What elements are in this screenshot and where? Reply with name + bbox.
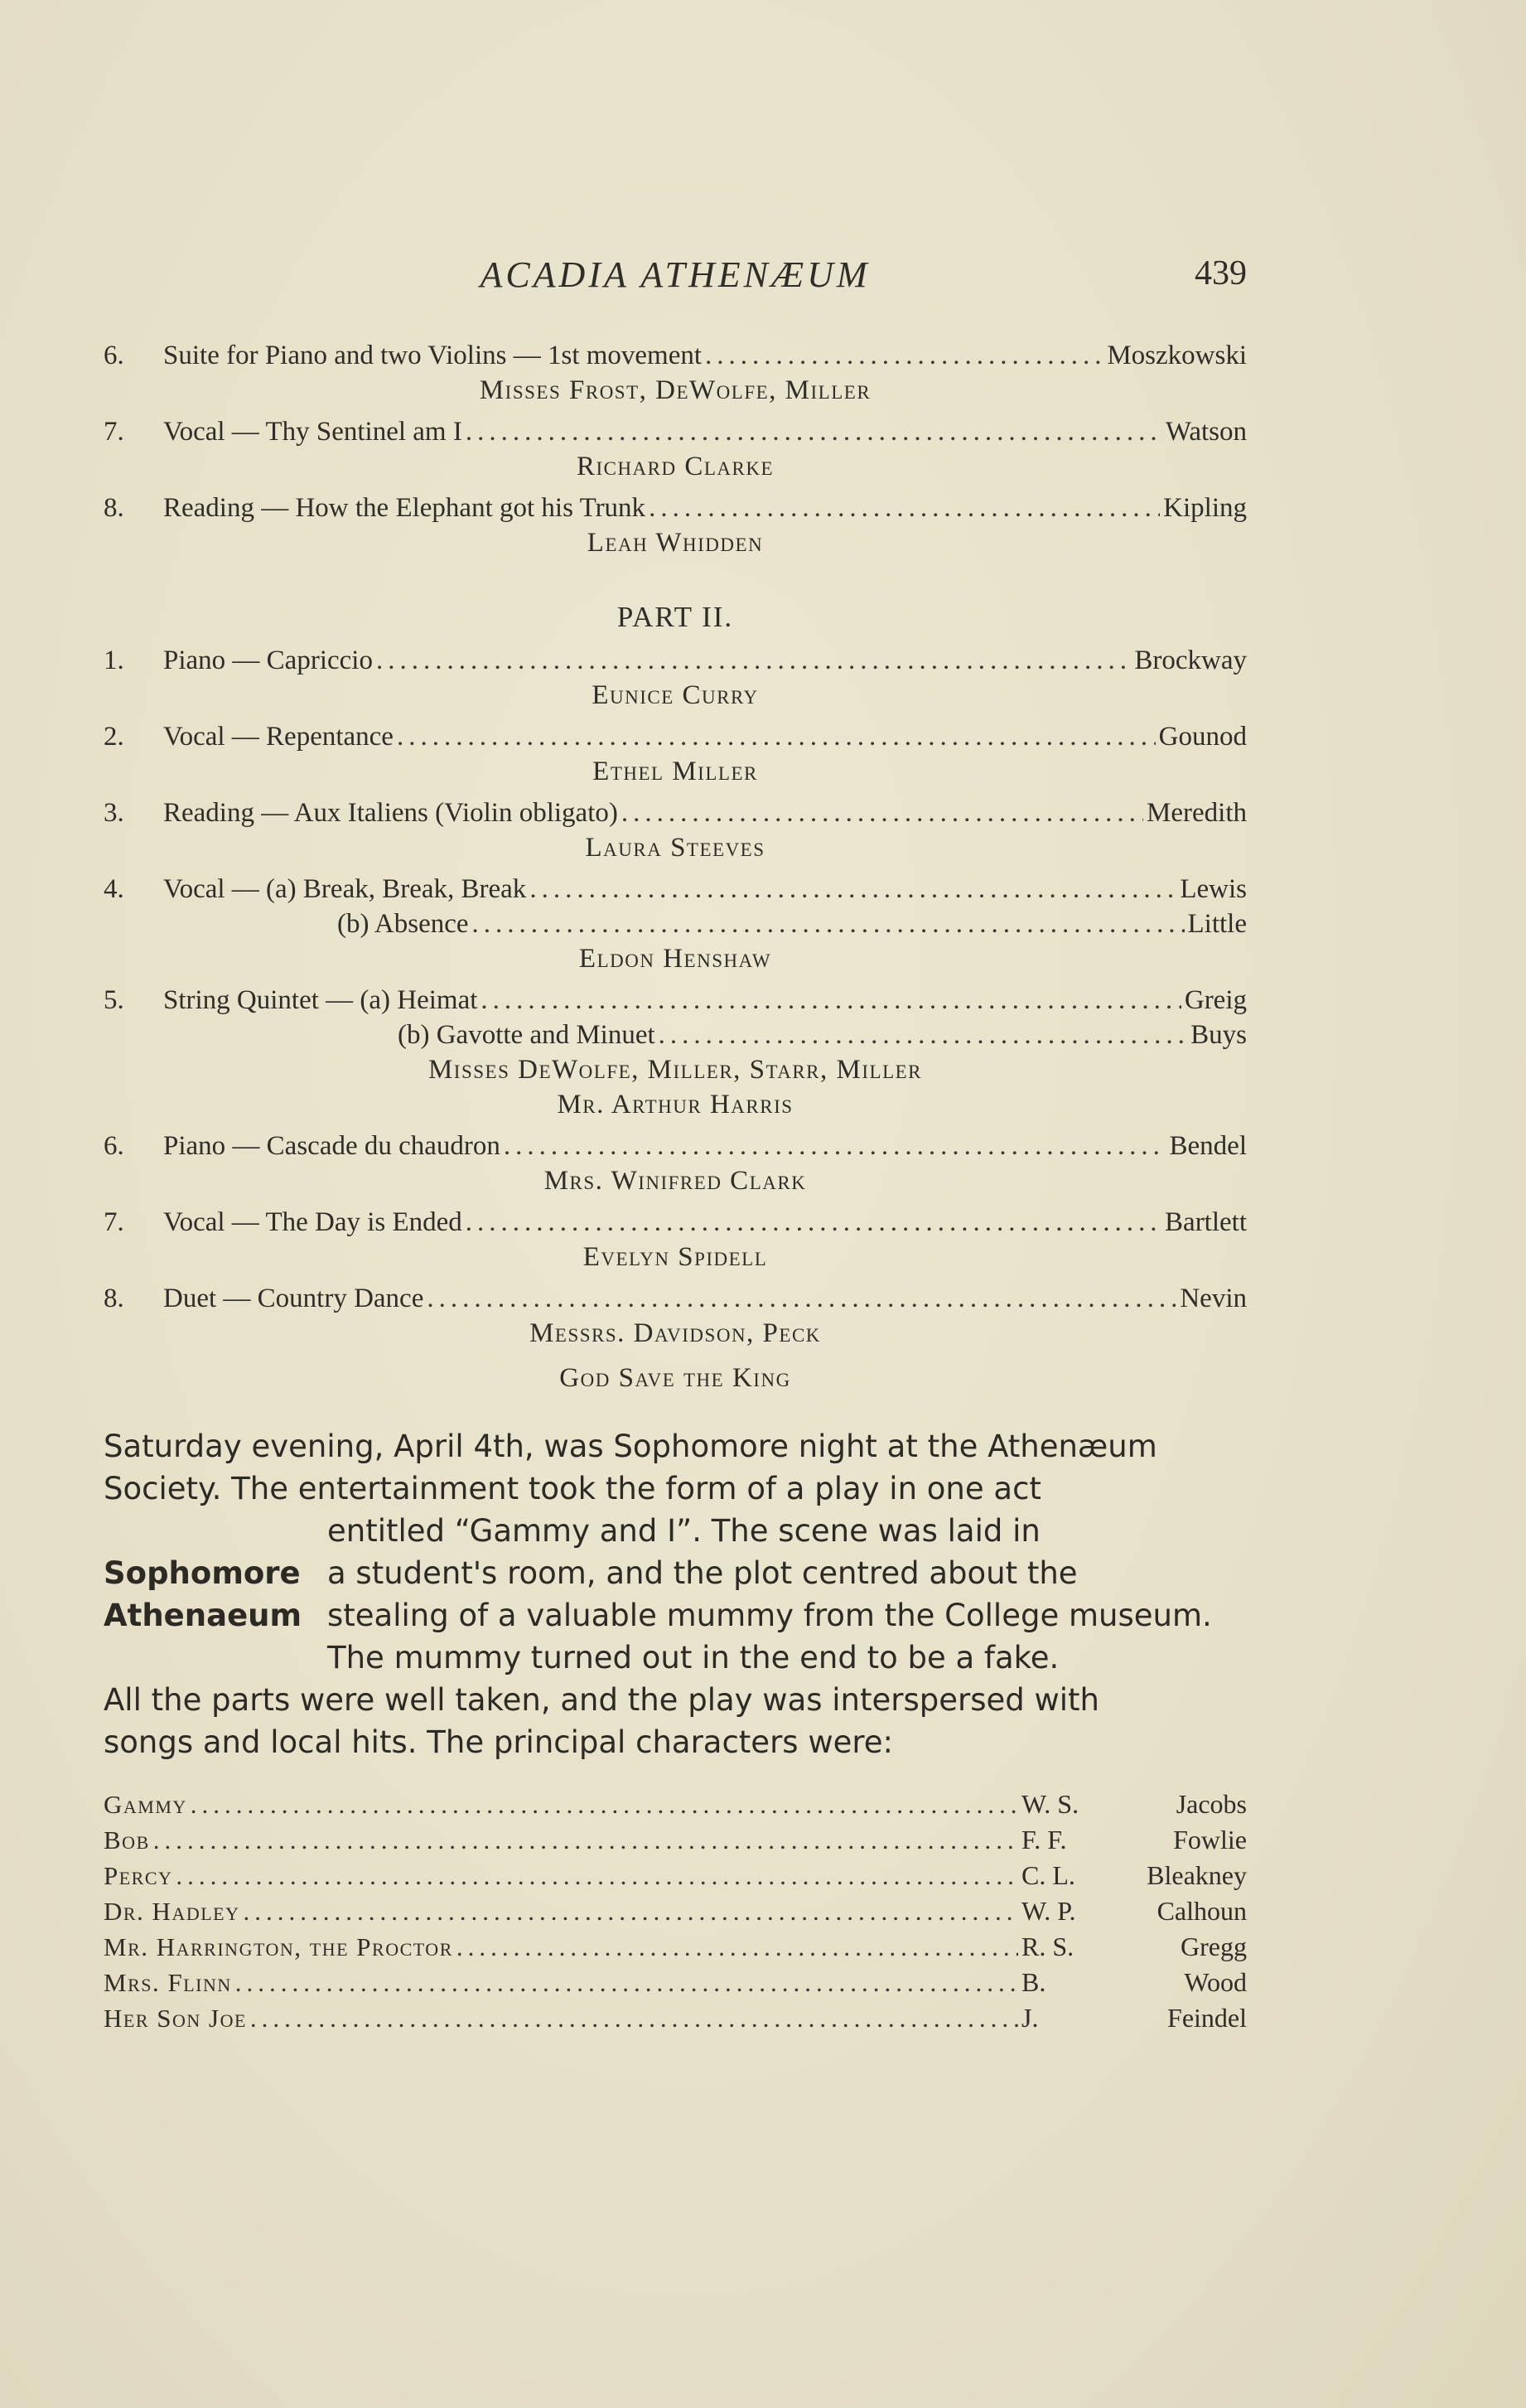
item-piece: Reading — Aux Italiens (Violin obligato) bbox=[163, 798, 618, 828]
program-item bbox=[104, 983, 1247, 1122]
dot-leader bbox=[466, 1205, 1161, 1240]
cast-role: Mr. Harrington, the Proctor bbox=[104, 1932, 453, 1961]
item-performer: Eunice Curry bbox=[592, 680, 759, 710]
dot-leader bbox=[480, 983, 1181, 1018]
item-composer: Moszkowski bbox=[1107, 341, 1247, 370]
cast-list bbox=[104, 1787, 1247, 2036]
item-performer-2: Mr. Arthur Harris bbox=[557, 1090, 794, 1119]
item-composer: Greig bbox=[1184, 985, 1247, 1015]
program-item bbox=[104, 719, 1247, 789]
page-number: 439 bbox=[1195, 254, 1247, 293]
dot-leader bbox=[621, 795, 1143, 830]
item-number: 8. bbox=[104, 1284, 124, 1313]
dot-leader bbox=[153, 1823, 1018, 1858]
side-heading-line-2: Athenaeum bbox=[104, 1598, 302, 1633]
item-performer: Eldon Henshaw bbox=[578, 944, 772, 974]
item-number: 6. bbox=[104, 341, 124, 370]
item-composer: Gounod bbox=[1158, 722, 1247, 752]
item-performer: Misses Frost, DeWolfe, Miller bbox=[479, 375, 872, 405]
cast-initials: W. S. bbox=[1021, 1789, 1079, 1819]
dot-leader bbox=[705, 338, 1103, 373]
dot-leader bbox=[529, 872, 1176, 907]
item-piece: Piano — Cascade du chaudron bbox=[163, 1131, 500, 1161]
item-sub-piece: (b) Gavotte and Minuet bbox=[398, 1020, 655, 1050]
cast-surname: Jacobs bbox=[1176, 1789, 1247, 1819]
cast-initials: F. F. bbox=[1021, 1825, 1067, 1854]
program-item bbox=[104, 1281, 1247, 1351]
item-composer: Brockway bbox=[1134, 646, 1247, 675]
dot-leader bbox=[244, 1894, 1019, 1929]
cast-surname: Feindel bbox=[1167, 2003, 1247, 2033]
dot-leader bbox=[250, 2001, 1018, 2036]
cast-initials: C. L. bbox=[1021, 1860, 1075, 1890]
item-number: 5. bbox=[104, 985, 124, 1015]
article-line: entitled “Gammy and I”. The scene was laid in bbox=[327, 1513, 1041, 1549]
cast-role: Bob bbox=[104, 1825, 150, 1854]
item-piece: Vocal — (a) Break, Break, Break bbox=[163, 874, 527, 904]
item-piece: String Quintet — (a) Heimat bbox=[163, 985, 478, 1015]
running-title: ACADIA ATHENÆUM bbox=[480, 254, 871, 295]
program-item bbox=[104, 491, 1247, 560]
dot-leader bbox=[649, 491, 1160, 525]
item-composer: Bartlett bbox=[1165, 1207, 1247, 1237]
cast-initials: W. P. bbox=[1021, 1896, 1076, 1926]
cast-row bbox=[104, 2000, 1247, 2036]
item-number: 4. bbox=[104, 874, 124, 904]
dot-leader bbox=[176, 1859, 1018, 1893]
article-line: Society. The entertainment took the form of a play in one act bbox=[104, 1471, 1041, 1506]
item-performer: Messrs. Davidson, Peck bbox=[529, 1318, 821, 1348]
program-item bbox=[104, 338, 1247, 408]
item-composer: Bendel bbox=[1169, 1131, 1247, 1161]
cast-initials: R. S. bbox=[1021, 1932, 1074, 1961]
cast-surname: Wood bbox=[1184, 1967, 1247, 1997]
article-paragraph bbox=[104, 1425, 1247, 1763]
cast-surname: Fowlie bbox=[1173, 1825, 1247, 1854]
cast-initials: J. bbox=[1021, 2003, 1039, 2033]
cast-row bbox=[104, 1929, 1247, 1965]
part-two-heading: PART II. bbox=[616, 601, 734, 633]
program-part-one-tail bbox=[104, 338, 1247, 560]
cast-row bbox=[104, 1893, 1247, 1929]
dot-leader bbox=[659, 1018, 1187, 1052]
item-piece: Vocal — Thy Sentinel am I bbox=[163, 417, 462, 447]
dot-leader bbox=[191, 1787, 1018, 1822]
cast-row bbox=[104, 1965, 1247, 2000]
item-performer: Mrs. Winifred Clark bbox=[543, 1166, 807, 1196]
item-performer: Richard Clarke bbox=[576, 452, 775, 481]
item-composer: Nevin bbox=[1180, 1284, 1247, 1313]
cast-surname: Gregg bbox=[1181, 1932, 1247, 1961]
program-item bbox=[104, 1129, 1247, 1198]
item-piece: Vocal — The Day is Ended bbox=[163, 1207, 462, 1237]
item-piece: Duet — Country Dance bbox=[163, 1284, 424, 1313]
article-line: a student's room, and the plot centred about the bbox=[327, 1555, 1078, 1591]
item-number: 1. bbox=[104, 646, 124, 675]
dot-leader bbox=[235, 1966, 1018, 2000]
cast-row bbox=[104, 1822, 1247, 1858]
side-heading-line-1: Sophomore bbox=[104, 1555, 301, 1591]
program-item bbox=[104, 643, 1247, 713]
cast-row bbox=[104, 1858, 1247, 1893]
closing-line: God Save the King bbox=[559, 1363, 791, 1393]
item-piece: Suite for Piano and two Violins — 1st movement bbox=[163, 341, 703, 370]
running-head bbox=[104, 249, 1247, 298]
item-performer: Laura Steeves bbox=[585, 833, 765, 863]
program-item bbox=[104, 795, 1247, 865]
cast-role: Her Son Joe bbox=[104, 2004, 247, 2033]
program-item bbox=[104, 872, 1247, 976]
cast-initials: B. bbox=[1021, 1967, 1046, 1997]
cast-surname: Bleakney bbox=[1147, 1860, 1247, 1890]
article-line: The mummy turned out in the end to be a fake. bbox=[327, 1640, 1060, 1675]
item-number: 7. bbox=[104, 1207, 124, 1237]
item-number: 6. bbox=[104, 1131, 124, 1161]
dot-leader bbox=[466, 414, 1162, 449]
item-composer: Lewis bbox=[1180, 874, 1247, 904]
dot-leader bbox=[427, 1281, 1176, 1316]
article-line: Saturday evening, April 4th, was Sophomore night at the Athenæum bbox=[104, 1429, 1157, 1464]
cast-role: Percy bbox=[104, 1861, 173, 1890]
item-piece: Reading — How the Elephant got his Trunk bbox=[163, 493, 646, 523]
cast-role: Gammy bbox=[104, 1790, 187, 1819]
item-sub-composer: Buys bbox=[1190, 1020, 1247, 1050]
program-part-two bbox=[104, 643, 1247, 1395]
item-sub-composer: Little bbox=[1187, 909, 1247, 939]
item-composer: Meredith bbox=[1147, 798, 1247, 828]
item-performer: Leah Whidden bbox=[587, 528, 764, 558]
program-item bbox=[104, 414, 1247, 484]
dot-leader bbox=[397, 719, 1156, 754]
item-performer: Evelyn Spidell bbox=[582, 1242, 768, 1272]
cast-surname: Calhoun bbox=[1157, 1896, 1247, 1926]
dot-leader bbox=[472, 907, 1185, 941]
cast-role: Dr. Hadley bbox=[104, 1897, 240, 1926]
article-line: All the parts were well taken, and the play was interspersed with bbox=[104, 1682, 1100, 1718]
dot-leader bbox=[456, 1930, 1018, 1965]
cast-row bbox=[104, 1787, 1247, 1822]
item-number: 8. bbox=[104, 493, 124, 523]
article-line: stealing of a valuable mummy from the College museum. bbox=[327, 1598, 1212, 1633]
item-performer: Ethel Miller bbox=[592, 757, 758, 786]
item-piece: Vocal — Repentance bbox=[163, 722, 394, 752]
article-line: songs and local hits. The principal characters were: bbox=[104, 1724, 893, 1760]
dot-leader bbox=[504, 1129, 1166, 1163]
dot-leader bbox=[376, 643, 1131, 678]
item-sub-piece: (b) Absence bbox=[337, 909, 469, 939]
cast-role: Mrs. Flinn bbox=[104, 1968, 232, 1997]
item-number: 7. bbox=[104, 417, 124, 447]
item-performer: Misses DeWolfe, Miller, Starr, Miller bbox=[427, 1055, 923, 1085]
item-composer: Watson bbox=[1165, 417, 1247, 447]
program-item bbox=[104, 1205, 1247, 1274]
item-number: 3. bbox=[104, 798, 124, 828]
item-number: 2. bbox=[104, 722, 124, 752]
item-piece: Piano — Capriccio bbox=[163, 646, 373, 675]
item-composer: Kipling bbox=[1163, 493, 1247, 523]
